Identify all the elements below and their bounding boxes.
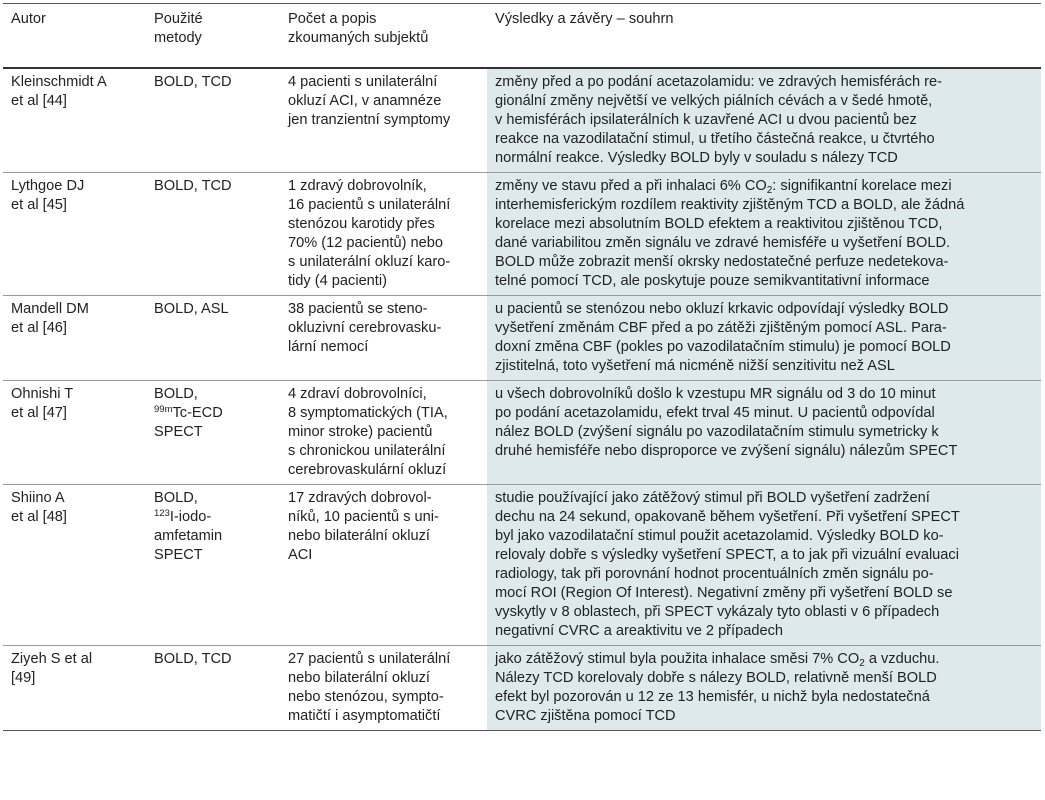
cell-line: vyskytly v 8 oblastech, při SPECT vykázaly tyto oblasti v 6 případech <box>495 604 940 620</box>
cell-line: vyšetření změnám CBF před a po zátěži zjištěným pomocí ASL. Para- <box>495 320 947 336</box>
cell-line: po podání acetazolamidu, efekt trval 45 minut. U pacientů odpovídal <box>495 405 935 421</box>
cell-line: Ohnishi T <box>11 386 74 402</box>
cell-line: u pacientů se stenózou nebo okluzí krkavic odpovídají výsledky BOLD <box>495 301 949 317</box>
cell-line: druhé hemisféře nebo disproporce ve zvýšení signálu) nálezům SPECT <box>495 443 958 459</box>
cell-line-formula <box>495 650 1037 669</box>
cell-vysledky <box>487 485 1041 646</box>
cell-line: s chronickou unilaterální <box>288 443 446 459</box>
cell-line-isotope <box>154 508 272 527</box>
cell-line: 16 pacientů s unilaterální <box>288 197 451 213</box>
cell-metody <box>146 646 280 731</box>
cell-line: jen tranzientní symptomy <box>288 112 451 128</box>
table-body <box>3 68 1041 731</box>
cell-metody <box>146 296 280 381</box>
cell-line: relovaly dobře s výsledky vyšetření SPECT, a to jak při vizuální evaluaci <box>495 547 959 563</box>
table-row <box>3 381 1041 485</box>
cell-line: 38 pacientů se steno- <box>288 301 428 317</box>
cell-line: dané variabilitou změn signálu ve zdravé hemisféře u vyšetření BOLD. <box>495 235 951 251</box>
cell-line: Kleinschmidt A <box>11 74 107 90</box>
formula-text: změny ve stavu před a při inhalaci 6% CO <box>495 178 767 194</box>
cell-line: nebo bilaterální okluzí <box>288 670 430 686</box>
cell-line: Lythgoe DJ <box>11 178 85 194</box>
cell-line: 1 zdravý dobrovolník, <box>288 178 427 194</box>
isotope-text: I-iodo- <box>169 509 212 525</box>
cell-line: 8 symptomatických (TIA, <box>288 405 448 421</box>
cell-pocet <box>280 68 487 173</box>
header-line: zkoumaných subjektů <box>288 30 429 46</box>
cell-vysledky <box>487 296 1041 381</box>
cell-line: ACI <box>288 547 313 563</box>
formula-subscript: 2 <box>766 185 773 196</box>
table-row <box>3 173 1041 296</box>
cell-metody <box>146 68 280 173</box>
table-row <box>3 296 1041 381</box>
cell-line: et al [46] <box>11 320 67 336</box>
cell-vysledky <box>487 381 1041 485</box>
cell-line: 4 zdraví dobrovolníci, <box>288 386 427 402</box>
study-table <box>3 3 1041 731</box>
cell-line: et al [44] <box>11 93 67 109</box>
formula-subscript: 2 <box>859 658 865 669</box>
cell-line: v hemisférách ipsilaterálních k uzavřené ACI u dvou pacientů bez <box>495 112 917 128</box>
cell-vysledky <box>487 68 1041 173</box>
cell-line: lární nemocí <box>288 339 369 355</box>
cell-pocet <box>280 485 487 646</box>
table-header <box>3 4 1041 69</box>
cell-line: BOLD, <box>154 490 198 506</box>
study-table-container <box>3 3 1041 797</box>
cell-line: 70% (12 pacientů) nebo <box>288 235 443 251</box>
cell-pocet <box>280 381 487 485</box>
cell-line: interhemisferickým rozdílem reaktivity zjištěným TCD a BOLD, ale žádná <box>495 197 965 213</box>
header-autor <box>3 4 146 69</box>
cell-autor <box>3 296 146 381</box>
cell-line: dechu na 24 sekund, opakovaně během vyšetření. Při vyšetření SPECT <box>495 509 960 525</box>
cell-line: matičtí i asymptomatičtí <box>288 708 441 724</box>
cell-autor <box>3 381 146 485</box>
cell-line: BOLD může zobrazit menší okrsky nedostatečné perfuze nedetekova- <box>495 254 949 270</box>
cell-autor <box>3 485 146 646</box>
cell-line: amfetamin <box>154 528 223 544</box>
cell-line: 17 zdravých dobrovol- <box>288 490 432 506</box>
cell-line: tidy (4 pacienti) <box>288 273 387 289</box>
cell-line: minor stroke) pacientů <box>288 424 433 440</box>
cell-metody <box>146 381 280 485</box>
cell-metody <box>146 485 280 646</box>
cell-line: okluzí ACI, v anamnéze <box>288 93 442 109</box>
header-line: Autor <box>11 11 46 27</box>
cell-vysledky <box>487 646 1041 731</box>
cell-line: nebo bilaterální okluzí <box>288 528 430 544</box>
isotope-text: Tc-ECD <box>172 405 223 421</box>
cell-pocet <box>280 173 487 296</box>
cell-vysledky <box>487 173 1041 296</box>
cell-line: 4 pacienti s unilaterální <box>288 74 438 90</box>
cell-line: cerebrovaskulární okluzí <box>288 462 447 478</box>
cell-line: gionální změny největší ve velkých piálních cévách a v šedé hmotě, <box>495 93 933 109</box>
cell-line: SPECT <box>154 547 203 563</box>
formula-text: jako zátěžový stimul byla použita inhalace směsi 7% CO <box>495 651 860 667</box>
header-row <box>3 4 1041 69</box>
cell-line: Nálezy TCD korelovaly dobře s nálezy BOLD, relativně menší BOLD <box>495 670 937 686</box>
cell-line: et al [47] <box>11 405 67 421</box>
header-line: metody <box>154 30 202 46</box>
cell-line: et al [48] <box>11 509 67 525</box>
cell-line: BOLD, TCD <box>154 74 232 90</box>
table-row <box>3 646 1041 731</box>
cell-line: radiology, tak při porovnání hodnot procentuálních změn signálu po- <box>495 566 934 582</box>
cell-line: BOLD, ASL <box>154 301 229 317</box>
cell-line: s unilaterální okluzí karo- <box>288 254 451 270</box>
header-line: Výsledky a závěry – souhrn <box>495 11 674 27</box>
header-line: Počet a popis <box>288 11 377 27</box>
header-pocet <box>280 4 487 69</box>
cell-line: nález BOLD (zvýšení signálu po vazodilatačním stimulu symetricky k <box>495 424 939 440</box>
cell-line: reakce na vazodilatační stimul, u třetího částečná reakce, u čtvrtého <box>495 131 935 147</box>
cell-line: studie používající jako zátěžový stimul při BOLD vyšetření zadržení <box>495 490 930 506</box>
cell-line: doxní změna CBF (pokles po vazodilatačním stimulu) je pomocí BOLD <box>495 339 951 355</box>
cell-metody <box>146 173 280 296</box>
cell-line: [49] <box>11 670 36 686</box>
header-metody <box>146 4 280 69</box>
cell-line: nebo stenózou, sympto- <box>288 689 444 705</box>
cell-line: stenózou karotidy přes <box>288 216 435 232</box>
cell-line: normální reakce. Výsledky BOLD byly v souladu s nálezy TCD <box>495 150 898 166</box>
formula-text: a vzduchu. <box>864 651 940 667</box>
cell-line: Mandell DM <box>11 301 89 317</box>
cell-line: telné pomocí TCD, ale poskytuje pouze semikvantitativní informace <box>495 273 930 289</box>
formula-text: : signifikantní korelace mezi <box>772 178 952 194</box>
cell-line-isotope <box>154 404 272 423</box>
cell-pocet <box>280 646 487 731</box>
cell-pocet <box>280 296 487 381</box>
header-vysledky <box>487 4 1041 69</box>
cell-autor <box>3 646 146 731</box>
cell-line: BOLD, TCD <box>154 651 232 667</box>
cell-line: změny před a po podání acetazolamidu: ve zdravých hemisférách re- <box>495 74 942 90</box>
cell-autor <box>3 173 146 296</box>
cell-line-formula <box>495 177 1037 196</box>
header-line: Použité <box>154 11 203 27</box>
isotope-superscript: 123 <box>154 508 170 519</box>
cell-line: u všech dobrovolníků došlo k vzestupu MR signálu od 3 do 10 minut <box>495 386 936 402</box>
cell-line: BOLD, <box>154 386 198 402</box>
cell-line: Shiino A <box>11 490 65 506</box>
cell-line: BOLD, TCD <box>154 178 232 194</box>
cell-line: níků, 10 pacientů s uni- <box>288 509 439 525</box>
cell-line: efekt byl pozorován u 12 ze 13 hemisfér, u nichž byla nedostatečná <box>495 689 930 705</box>
cell-line: zjistitelná, toto vyšetření má nicméně nižší senzitivitu než ASL <box>495 358 895 374</box>
table-row <box>3 485 1041 646</box>
cell-line: mocí ROI (Region Of Interest). Negativní změny při vyšetření BOLD se <box>495 585 953 601</box>
cell-line: et al [45] <box>11 197 67 213</box>
cell-line: Ziyeh S et al <box>11 651 93 667</box>
cell-line: negativní CVRC a areaktivitu ve 2 případech <box>495 623 783 639</box>
cell-line: byl jako vazodilatační stimul použit acetazolamid. Výsledky BOLD ko- <box>495 528 944 544</box>
cell-line: okluzivní cerebrovasku- <box>288 320 442 336</box>
cell-line: 27 pacientů s unilaterální <box>288 651 451 667</box>
cell-line: CVRC zjištěna pomocí TCD <box>495 708 676 724</box>
table-row <box>3 68 1041 173</box>
cell-line: SPECT <box>154 424 203 440</box>
isotope-superscript: 99m <box>154 404 173 415</box>
cell-line: korelace mezi absolutním BOLD efektem a reaktivitou zjištěnou TCD, <box>495 216 943 232</box>
cell-autor <box>3 68 146 173</box>
